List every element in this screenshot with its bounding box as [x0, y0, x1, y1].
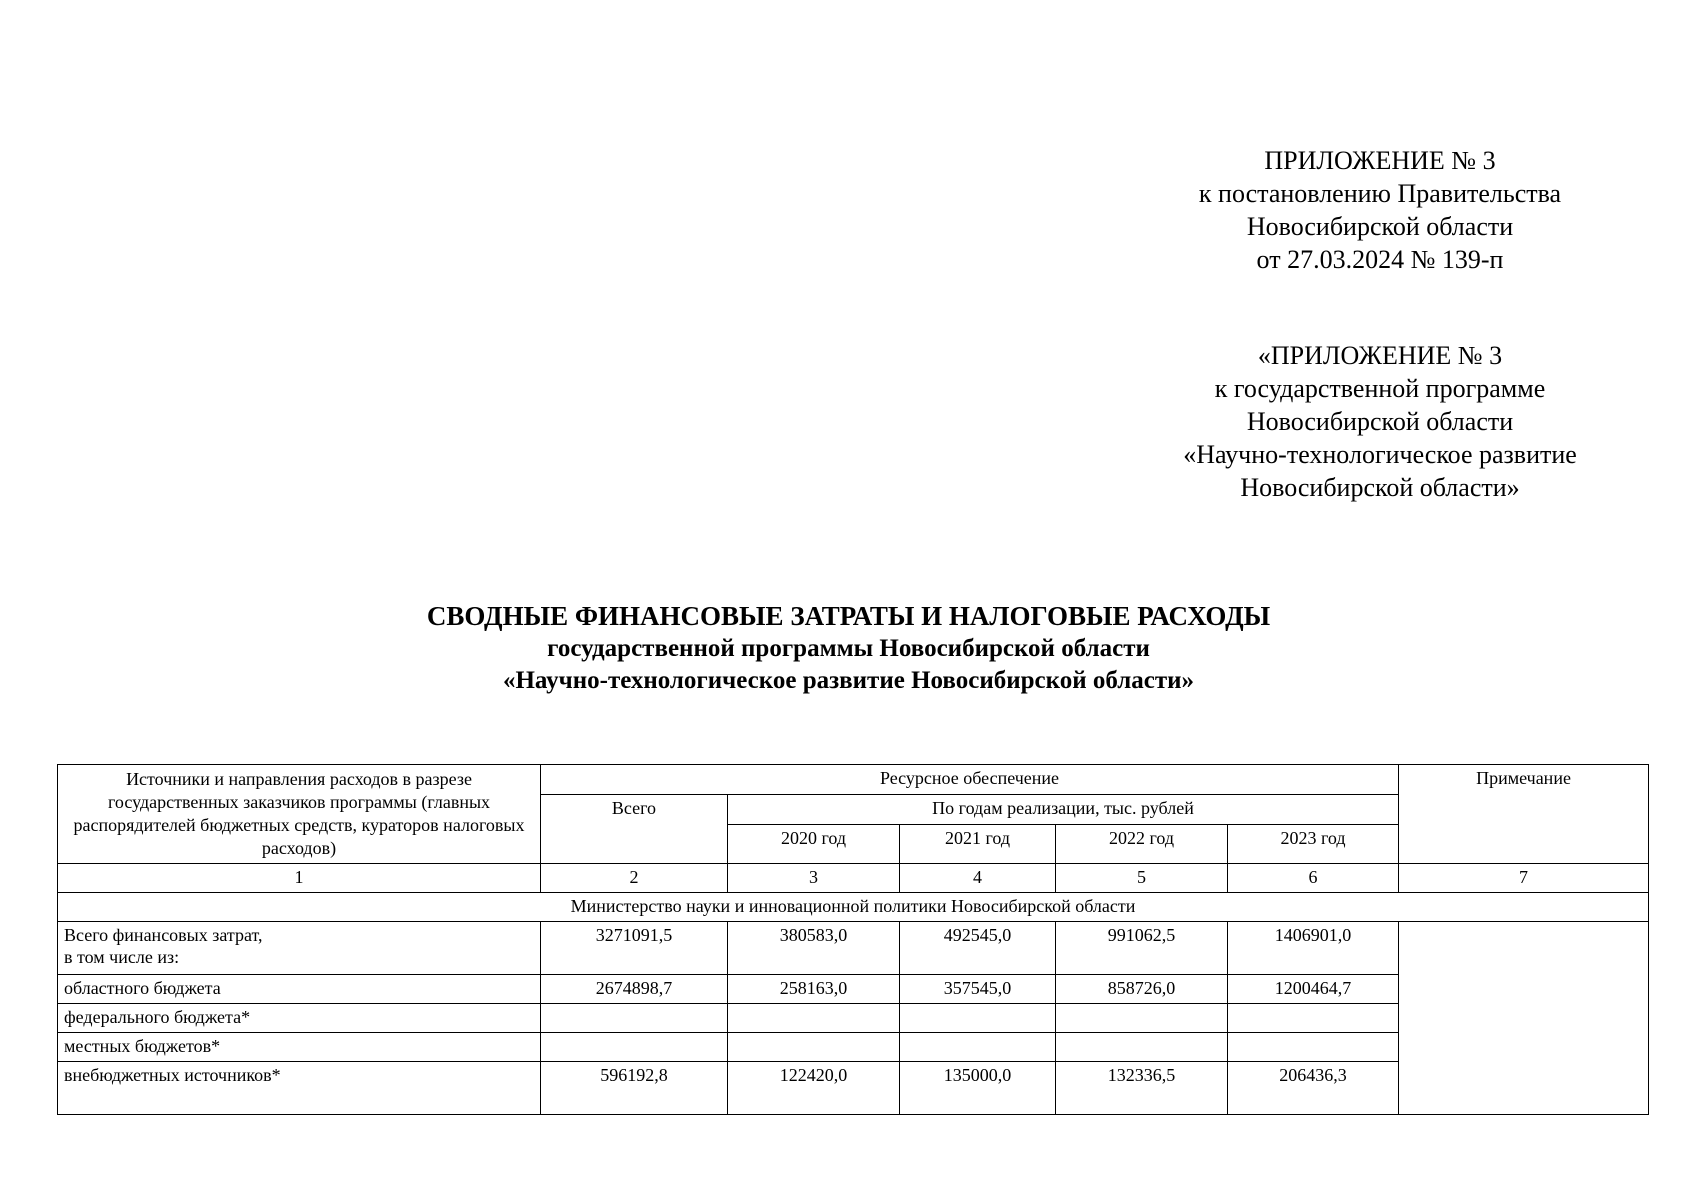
column-number-row [58, 864, 1649, 893]
header-row [58, 765, 1649, 795]
cell-2020: 258163,0 [728, 975, 900, 1004]
cell-total: 3271091,5 [541, 922, 728, 975]
row-label: федерального бюджета* [58, 1004, 541, 1033]
cell-2022: 858726,0 [1056, 975, 1228, 1004]
section-row [58, 893, 1649, 922]
header-note: Примечание [1399, 765, 1649, 864]
cell-2023 [1228, 1033, 1399, 1062]
approval-line: ПРИЛОЖЕНИЕ № 3 [1264, 146, 1496, 175]
cell-2020: 122420,0 [728, 1062, 900, 1115]
appendix-line: Новосибирской области» [1240, 473, 1520, 502]
row-label: местных бюджетов* [58, 1033, 541, 1062]
table-row [58, 922, 1649, 975]
approval-line: к постановлению Правительства [1198, 179, 1562, 208]
cell-2021: 135000,0 [900, 1062, 1056, 1115]
row-label: областного бюджета [58, 975, 541, 1004]
column-number: 2 [541, 864, 728, 893]
cell-note [1399, 922, 1649, 1115]
cell-2020 [728, 1033, 900, 1062]
cell-2021 [900, 1004, 1056, 1033]
approval-block [1140, 144, 1620, 276]
column-number: 3 [728, 864, 900, 893]
appendix-block [1140, 339, 1620, 504]
appendix-line: к государственной программе [1214, 374, 1546, 403]
section-title: Министерство науки и инновационной политики Новосибирской области [58, 893, 1649, 922]
title-line-3: «Научно-технологическое развитие Новосибирской области» [502, 667, 1195, 694]
cell-2022 [1056, 1033, 1228, 1062]
cell-2023: 1200464,7 [1228, 975, 1399, 1004]
row-label: внебюджетных источников* [58, 1062, 541, 1115]
cell-2020 [728, 1004, 900, 1033]
appendix-line: «ПРИЛОЖЕНИЕ № 3 [1257, 341, 1503, 370]
approval-line: Новосибирской области [1246, 212, 1514, 241]
cell-2023: 1406901,0 [1228, 922, 1399, 975]
cell-2021 [900, 1033, 1056, 1062]
column-number: 1 [58, 864, 541, 893]
cell-2023 [1228, 1004, 1399, 1033]
header-year-2022: 2022 год [1056, 825, 1228, 864]
row-label-line: в том числе из: [64, 947, 180, 967]
header-sources: Источники и направления расходов в разрезе государственных заказчиков программы (главных распорядителей бюджетных средств, кураторов налоговых расходов) [58, 765, 541, 864]
header-total: Всего [541, 795, 728, 864]
title-line-2: государственной программы Новосибирской области [547, 635, 1150, 662]
column-number: 6 [1228, 864, 1399, 893]
cell-2023: 206436,3 [1228, 1062, 1399, 1115]
header-year-2020: 2020 год [728, 825, 900, 864]
cell-total [541, 1004, 728, 1033]
approval-line: от 27.03.2024 № 139-п [1256, 245, 1504, 274]
row-label-line: Всего финансовых затрат, [64, 925, 263, 945]
cell-2022: 132336,5 [1056, 1062, 1228, 1115]
header-year-2023: 2023 год [1228, 825, 1399, 864]
column-number: 5 [1056, 864, 1228, 893]
cell-total: 2674898,7 [541, 975, 728, 1004]
title-line-1: СВОДНЫЕ ФИНАНСОВЫЕ ЗАТРАТЫ И НАЛОГОВЫЕ РАСХОДЫ [426, 601, 1271, 631]
header-by-years: По годам реализации, тыс. рублей [728, 795, 1399, 825]
column-number: 4 [900, 864, 1056, 893]
cell-2020: 380583,0 [728, 922, 900, 975]
row-label [58, 922, 541, 975]
cell-2022 [1056, 1004, 1228, 1033]
finance-table [57, 764, 1649, 1115]
cell-2021: 492545,0 [900, 922, 1056, 975]
cell-2021: 357545,0 [900, 975, 1056, 1004]
document-title [0, 599, 1697, 697]
appendix-line: Новосибирской области [1246, 407, 1514, 436]
column-number: 7 [1399, 864, 1649, 893]
header-year-2021: 2021 год [900, 825, 1056, 864]
header-resources: Ресурсное обеспечение [541, 765, 1399, 795]
cell-2022: 991062,5 [1056, 922, 1228, 975]
cell-total: 596192,8 [541, 1062, 728, 1115]
cell-total [541, 1033, 728, 1062]
appendix-line: «Научно-технологическое развитие [1183, 440, 1577, 469]
